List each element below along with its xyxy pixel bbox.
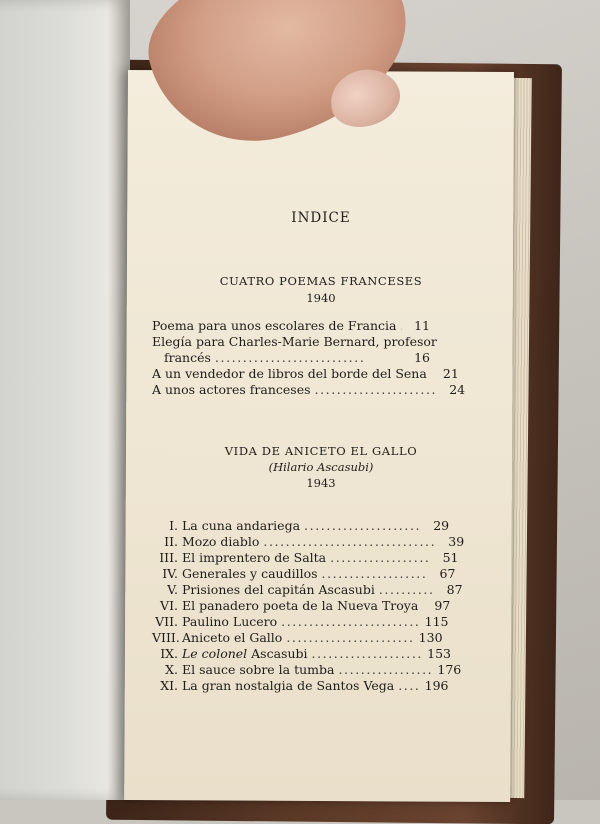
toc-entry: XI. La gran nostalgia de Santos Vega .... 196: [160, 678, 449, 693]
toc-entry: V. Prisiones del capitán Ascasubi .......... 87: [167, 582, 463, 597]
toc-entry: francés ........................... 16: [164, 350, 430, 365]
toc-entry: IV. Generales y caudillos ................... 67: [162, 566, 456, 581]
section-year: 1940: [306, 291, 336, 305]
section-title: VIDA DE ANICETO EL GALLO: [224, 444, 418, 458]
toc-entry: IX. Le colonel Ascasubi .................... 153: [160, 646, 451, 661]
toc-entry: A un vendedor de libros del borde del Sena 21: [152, 366, 459, 381]
index-title: INDICE: [291, 210, 351, 226]
toc-entry: A unos actores franceses ...................... 24: [152, 382, 466, 397]
toc-entry: Elegía para Charles-Marie Bernard, profesor: [152, 334, 437, 349]
toc-entry: VI. El panadero poeta de la Nueva Troya 97: [160, 598, 451, 613]
toc-entry: VIII. Aniceto el Gallo ....................... 130: [152, 630, 443, 645]
toc-entry: II. Mozo diablo ............................... 39: [164, 534, 465, 549]
toc-entry: III. El imprentero de Salta .................. 51: [159, 550, 459, 565]
toc-entry: VII. Paulino Lucero ......................... 115: [155, 614, 449, 629]
section-title: CUATRO POEMAS FRANCESES: [219, 274, 423, 288]
section-year: 1943: [306, 476, 336, 490]
toc-entry: I. La cuna andariega ..................... 29: [169, 518, 450, 533]
section-subtitle: (Hilario Ascasubi): [268, 460, 374, 474]
toc-entry: Poema para unos escolares de Francia 11: [152, 318, 430, 333]
toc-entry: X. El sauce sobre la tumba ................. 176: [165, 662, 462, 677]
left-page: [0, 0, 130, 800]
